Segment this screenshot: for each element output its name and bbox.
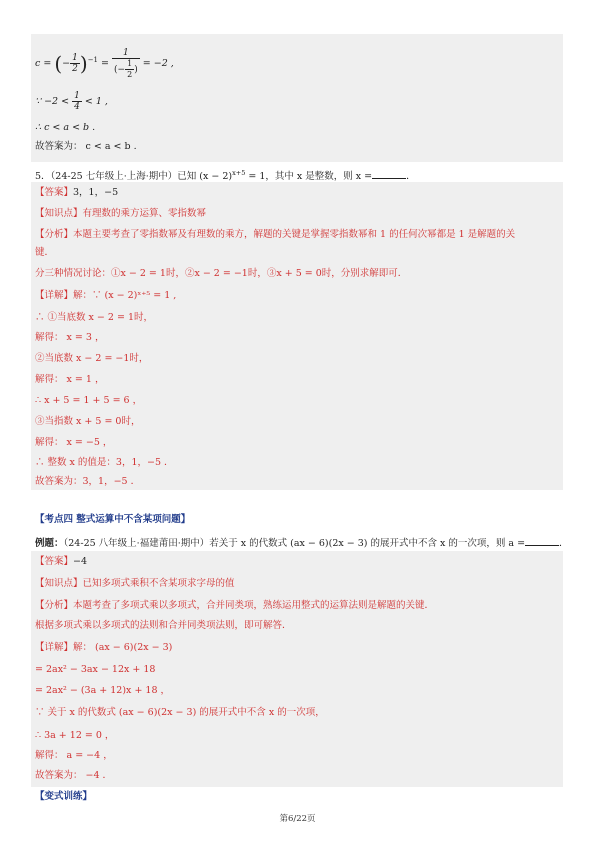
fraction-half: $\frac{1}{2}$ bbox=[72, 53, 78, 75]
example-step-5: 解得： a = −4 ， bbox=[35, 750, 113, 761]
answer-line: 故答案为： c < a < b . bbox=[35, 141, 137, 152]
conclusion-line: ∴ c < a < b . bbox=[35, 122, 96, 133]
exponent: −1 bbox=[87, 56, 99, 64]
analysis-row: 【分析】本题主要考查了零指数幂及有理数的乘方，解题的关键是掌握零指数幂和 1 的任何次幂都是 1 是解题的关 bbox=[35, 229, 516, 240]
example-step-3: ∵ 关于 x 的代数式 (ax − 6)(2x − 3) 的展开式中不含 x 的一次项， bbox=[35, 707, 325, 718]
equation-c: c = (− $\frac{1}{2}$ )$^{-1}$ = 1 (− $\frac{1}{2}$ ) = −2 , bbox=[35, 47, 174, 79]
fraction-reciprocal: 1 (− $\frac{1}{2}$ ) bbox=[114, 47, 138, 79]
analysis-row-2: 键． bbox=[35, 247, 55, 258]
step-4: 解得： x = 1 ， bbox=[35, 374, 105, 385]
step-9: 故答案为：3，1，−5 ． bbox=[35, 476, 141, 487]
step-2: 解得： x = 3 ， bbox=[35, 332, 105, 343]
answer-blank bbox=[372, 169, 406, 179]
page-number: 第6/22页 bbox=[279, 814, 316, 824]
step-1: ∴ ①当底数 x − 2 = 1时， bbox=[35, 312, 153, 323]
variant-training-title: 【变式训练】 bbox=[35, 791, 93, 802]
example-answer-row: 【答案】−4 bbox=[35, 556, 88, 567]
section-title: 【考点四 整式运算中不含某项问题】 bbox=[35, 514, 191, 525]
step-3: ②当底数 x − 2 = −1时， bbox=[35, 353, 149, 364]
example-analysis-row-2: 根据多项式乘以多项式的法则和合并同类项法则，即可解答． bbox=[35, 620, 292, 631]
example-step-6: 故答案为： −4 ． bbox=[35, 770, 113, 781]
knowledge-row: 【知识点】有理数的乘方运算、零指数幂 bbox=[35, 208, 207, 219]
question-5: 5．（24-25 七年级上·上海·期中）已知 $(x - 2)^{x+5} = 1$，其中 x 是整数，则 x = ． bbox=[35, 169, 416, 183]
example-knowledge-row: 【知识点】已知多项式乘积不含某项求字母的值 bbox=[35, 578, 235, 589]
example-analysis-row: 【分析】本题考查了多项式乘以多项式，合并同类项，熟练运用整式的运算法则是解题的关键． bbox=[35, 600, 435, 611]
inequality-line: ∵ −2 < $\frac{1}{4}$ < 1 , bbox=[35, 91, 108, 112]
var-c: c bbox=[35, 58, 41, 70]
cases-row: 分三种情况讨论：①x − 2 = 1时，②x − 2 = −1时，③x + 5 = 0时，分别求解即可． bbox=[35, 268, 408, 279]
answer-row: 【答案】3，1，−5 bbox=[35, 187, 119, 198]
detail-row: 【详解】解：∵ (x − 2)ˣ⁺⁵ = 1 , bbox=[35, 290, 177, 301]
example-step-1: = 2ax² − 3ax − 12x + 18 bbox=[35, 664, 156, 675]
step-8: ∴ 整数 x 的值是：3，1，−5 ． bbox=[35, 457, 174, 468]
answer-blank-example bbox=[525, 536, 559, 546]
example-step-2: = 2ax² − (3a + 12)x + 18 ， bbox=[35, 685, 171, 696]
example-step-4: ∴ 3a + 12 = 0 ， bbox=[35, 730, 115, 741]
result-c: = −2 , bbox=[142, 58, 174, 70]
step-6: ③当指数 x + 5 = 0时， bbox=[35, 416, 141, 427]
example-detail-row: 【详解】解： (ax − 6)(2x − 3) bbox=[35, 642, 173, 653]
step-7: 解得： x = −5 ， bbox=[35, 437, 113, 448]
equals-sign: = bbox=[43, 58, 52, 70]
example-question: 例题：（24-25 八年级上·福建莆田·期中）若关于 x 的代数式 (ax − 6)(2x − 3) 的展开式中不含 x 的一次项，则 a = ． bbox=[35, 538, 569, 549]
step-5: ∴ x + 5 = 1 + 5 = 6 ， bbox=[35, 395, 143, 406]
